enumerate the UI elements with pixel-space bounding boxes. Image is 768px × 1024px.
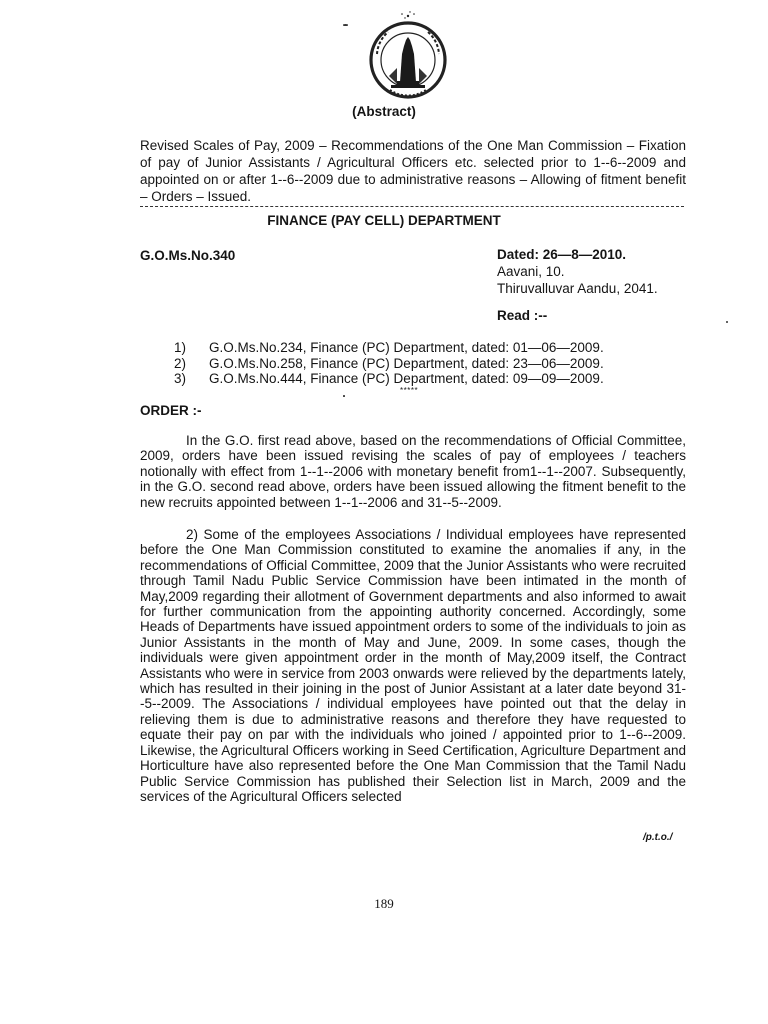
- tamil-date-line: Aavani, 10.: [497, 264, 565, 279]
- dated-line: Dated: 26—8—2010.: [497, 247, 627, 262]
- reference-item: [174, 340, 604, 356]
- order-heading: ORDER :-: [140, 403, 202, 418]
- reference-text: G.O.Ms.No.258, Finance (PC) Department, dated: 23—06—2009.: [209, 355, 604, 371]
- reference-number: 3): [174, 371, 187, 386]
- reference-number: 2): [174, 355, 187, 371]
- order-paragraph-2: 2) Some of the employees Associations / Individual employees have represented before the One Man Commission constituted to examine the anomalies if any, in the recommendations of Official Committee, 2009 that the Junior Assistants who were recruited through Tamil Nadu Public Service Commission have been intimated in the month of May,2009 regarding their allotment of Government departments and also informed to await for further communication from the appointing authority concerned. Accordingly, some Heads of Departments have issued appointment orders to some of the individuals to join as Junior Assistants in the month of May and June, 2009. In some cases, though the individuals were given appointment order in the month of May,2009 itself, the Contract Assistants who were in service from 2003 onwards were relieved by the departments lately, which has resulted in their joining in the post of Junior Assistant at a later date beyond 31--5--2009. The Associations / individual employees have pointed out that the delay in relieving them is due to administrative reasons and therefore they have requested to equate their pay on par with the individuals who joined / appointed prior to 1--6--2009. Likewise, the Agricultural Officers working in Seed Certification, Agriculture Department and Horticulture have also represented before the One Man Commission that the Tamil Nadu Public Service Commission has published their Selection list in March, 2009 and the services of the Agricultural Officers selected: [140, 527, 686, 804]
- reference-item: [174, 371, 604, 387]
- scan-speck: [343, 24, 348, 26]
- reference-number: 1): [174, 340, 187, 355]
- tamil-year-line: Thiruvalluvar Aandu, 2041.: [497, 281, 658, 296]
- reference-text: G.O.Ms.No.444, Finance (PC) Department, dated: 09—09—2009.: [209, 371, 604, 386]
- scan-speck: [343, 395, 345, 397]
- page-number: 189: [374, 896, 394, 911]
- reference-item: [174, 356, 604, 372]
- department-heading: FINANCE (PAY CELL) DEPARTMENT: [267, 213, 501, 228]
- subject-text: Revised Scales of Pay, 2009 – Recommendations of the One Man Commission – Fixation of pay of Junior Assistants / Agricultural Officers etc. selected prior to 1--6--2009 and appointed on or after 1--6--2009 due to administrative reasons – Allowing of fitment benefit – Orders – Issued.: [140, 138, 686, 204]
- dashed-divider: [140, 206, 684, 207]
- references-list: [174, 340, 604, 387]
- date-block: [497, 246, 658, 297]
- abstract-heading: (Abstract): [352, 104, 416, 119]
- read-label: Read :--: [497, 308, 548, 323]
- reference-text: G.O.Ms.No.234, Finance (PC) Department, dated: 01—06—2009.: [209, 340, 604, 355]
- go-number: G.O.Ms.No.340: [140, 248, 236, 263]
- tamil-nadu-emblem-icon: [366, 10, 450, 102]
- scan-speck: [726, 321, 728, 323]
- order-paragraph-1: In the G.O. first read above, based on the recommendations of Official Committee, 2009, orders have been issued revising the scales of pay of employees / teachers notionally with effect from 1--1--2006 with monetary benefit from1--1--2007. Subsequently, in the G.O. second read above, orders have been issued allowing the fitment benefit to the new recruits appointed between 1--1--2006 and 31--5--2009.: [140, 433, 686, 510]
- separator-stars: *****: [400, 386, 419, 395]
- pto-note: /p.t.o./: [643, 832, 673, 843]
